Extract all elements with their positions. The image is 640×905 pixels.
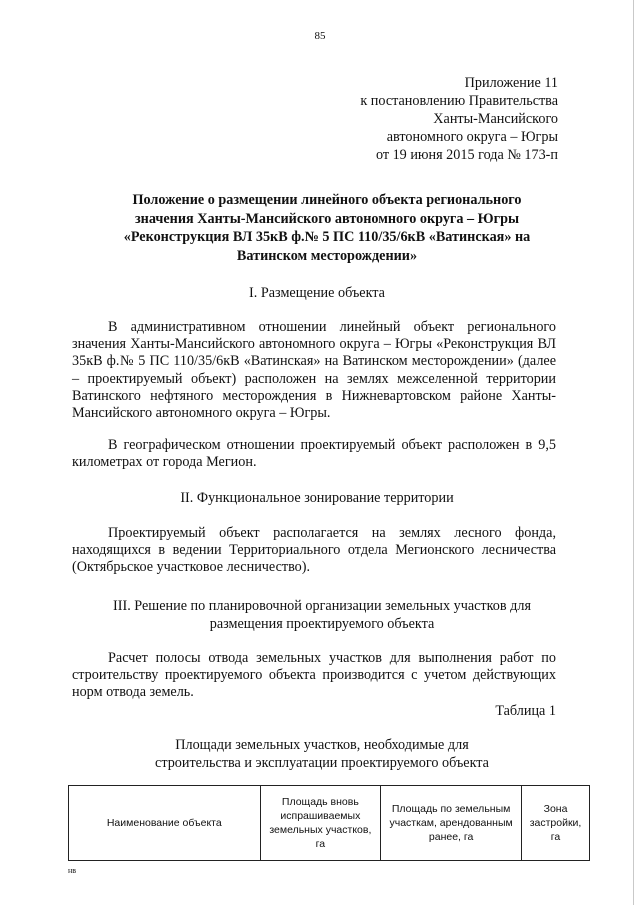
section-3-paragraph-1: Расчет полосы отвода земельных участков для выполнения работ по строительству проектируемого объекта производится с учетом действующих норм отвода земель.	[72, 650, 556, 701]
document-title	[72, 191, 582, 265]
footer-mark: нв	[68, 866, 77, 875]
table-label: Таблица 1	[495, 703, 556, 719]
section-1-heading: I. Размещение объекта	[249, 285, 385, 301]
section-2-heading: II. Функциональное зонирование территории	[180, 490, 454, 506]
appendix-line: к постановлению Правительства	[360, 93, 558, 109]
column-header-leased-area: Площадь по земельным участкам, арендованным ранее, га	[381, 786, 522, 861]
title-line: «Реконструкция ВЛ 35кВ ф.№ 5 ПС 110/35/6кВ «Ватинская» на	[123, 229, 531, 245]
section-1-paragraph-1: В административном отношении линейный объект регионального значения Ханты-Мансийского автономного округа – Югры «Реконструкция ВЛ 35кВ ф.№ 5 ПС 110/35/6кВ «Ватинская» на Ватинском месторождении» (далее – проектируемый объект) расположен на землях межселенной территории Ватинского нефтяного месторождения в Нижневартовском районе Ханты-Мансийского автономного округа – Югры.	[72, 319, 556, 422]
table-caption	[72, 736, 572, 772]
appendix-line: от 19 июня 2015 года № 173-п	[375, 147, 558, 163]
land-area-table	[68, 785, 590, 861]
title-line: Положение о размещении линейного объекта регионального	[132, 192, 522, 208]
appendix-line: автономного округа – Югры	[386, 129, 558, 145]
section-3-heading-line: III. Решение по планировочной организации земельных участков для	[113, 598, 531, 614]
appendix-block	[360, 74, 558, 164]
table-caption-line: Площади земельных участков, необходимые для	[175, 737, 469, 753]
table-caption-line: строительства и эксплуатации проектируемого объекта	[155, 755, 489, 771]
table-header-row	[69, 786, 590, 861]
column-header-new-area: Площадь вновь испрашиваемых земельных участков, га	[260, 786, 381, 861]
section-3-heading	[72, 597, 572, 633]
title-line: Ватинском месторождении»	[236, 247, 418, 264]
section-1-paragraph-2: В географическом отношении проектируемый объект расположен в 9,5 километрах от города Мегион.	[72, 437, 556, 471]
appendix-line: Приложение 11	[464, 75, 558, 91]
title-line: значения Ханты-Мансийского автономного округа – Югры	[134, 210, 520, 227]
page-edge-line	[633, 0, 634, 905]
column-header-object-name: Наименование объекта	[69, 786, 261, 861]
section-3-heading-line: размещения проектируемого объекта	[209, 616, 435, 632]
page-number: 85	[314, 30, 326, 42]
section-2-paragraph-1: Проектируемый объект располагается на землях лесного фонда, находящихся в ведении Территориального отдела Мегионского лесничества (Октябрьское участковое лесничество).	[72, 525, 556, 576]
appendix-line: Ханты-Мансийского	[433, 111, 558, 127]
column-header-building-zone: Зона застройки, га	[522, 786, 590, 861]
